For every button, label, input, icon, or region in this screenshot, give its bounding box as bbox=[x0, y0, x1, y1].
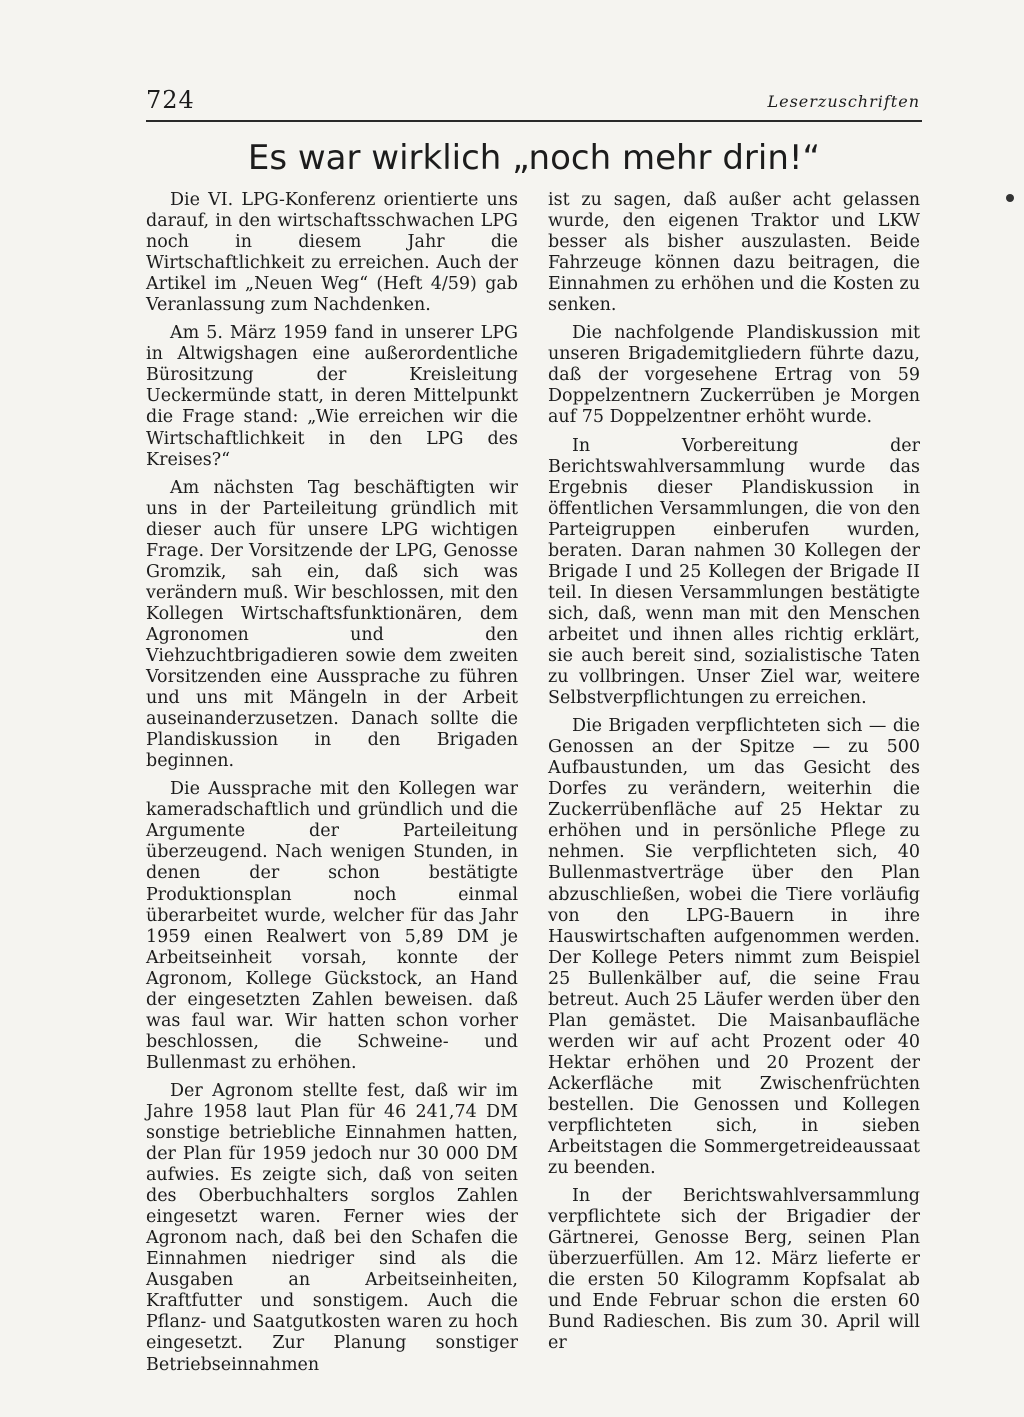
paragraph: Die Brigaden verpflichteten sich — die Genossen an der Spitze — zu 500 Aufbaustunden, um das Gesicht des Dorfes zu verändern, weiterhin die Zuckerrübenfläche auf 25 Hektar zu erhöhen und in persönliche Pflege zu nehmen. Sie verpflichteten sich, 40 Bullenmastverträge über den Plan abzuschließen, wobei die Tiere vorläufig von den LPG-Bauern in ihre Hauswirtschaften aufgenommen werden. Der Kollege Peters nimmt zum Beispiel 25 Bullenkälber auf, die seine Frau betreut. Auch 25 Läufer werden über den Plan gemästet. Die Maisanbaufläche werden wir auf acht Prozent oder 40 Hektar erhöhen und 20 Prozent der Ackerfläche mit Zwischenfrüchten bestellen. Die Genossen und Kollegen verpflichteten sich, in sieben Arbeitstagen die Sommergetreideaussaat zu beenden. bbox=[548, 716, 920, 1179]
paragraph: Der Agronom stellte fest, daß wir im Jahre 1958 laut Plan für 46 241,74 DM sonstige betriebliche Einnahmen hatten, der Plan für 1959 jedoch nur 30 000 DM aufwies. Es zeigte sich, daß von seiten des Oberbuchhalters sorglos Zahlen eingesetzt waren. Ferner wies der Agronom nach, daß bei den Schafen die Einnahmen niedriger sind als die Ausgaben an Arbeitseinheiten, Kraftfutter und sonstigem. Auch die Pflanz- und Saatgutkosten waren zu hoch eingesetzt. Zur Planung sonstiger Betriebseinnahmen bbox=[146, 1080, 518, 1375]
page-number: 724 bbox=[146, 86, 195, 114]
paragraph: Die VI. LPG-Konferenz orientierte uns darauf, in den wirtschaftsschwachen LPG noch in diesem Jahr die Wirtschaftlichkeit zu erreichen. Auch der Artikel im „Neuen Weg“ (Heft 4/59) gab Veranlassung zum Nachdenken. bbox=[146, 190, 518, 316]
ink-speck bbox=[1006, 194, 1014, 202]
paragraph: ist zu sagen, daß außer acht gelassen wurde, den eigenen Traktor und LKW besser als bisher auszulasten. Beide Fahrzeuge können dazu beitragen, die Einnahmen zu erhöhen und die Kosten zu senken. bbox=[548, 190, 920, 316]
paragraph: In der Berichtswahlversammlung verpflichtete sich der Brigadier der Gärtnerei, Genosse Berg, seinen Plan überzuerfüllen. Am 12. März lieferte er die ersten 50 Kilogramm Kopfsalat ab und Ende Februar schon die ersten 60 Bund Radieschen. Bis zum 30. April will er bbox=[548, 1186, 920, 1354]
article-title: Es war wirklich „noch mehr drin!“ bbox=[247, 138, 821, 178]
left-column bbox=[146, 190, 518, 1383]
paragraph: Am 5. März 1959 fand in unserer LPG in Altwigshagen eine außerordentliche Bürositzung der Kreisleitung Ueckermünde statt, in deren Mittelpunkt die Frage stand: „Wie erreichen wir die Wirtschaftlichkeit in den LPG des Kreises?“ bbox=[146, 323, 518, 470]
paragraph: Am nächsten Tag beschäftigten wir uns in der Parteileitung gründlich mit dieser auch für unsere LPG wichtigen Frage. Der Vorsitzende der LPG, Genosse Gromzik, sah ein, daß sich was verändern muß. Wir beschlossen, mit den Kollegen Wirtschaftsfunktionären, dem Agronomen und den Viehzuchtbrigadieren sowie dem zweiten Vorsitzenden eine Aussprache zu führen und uns mit Mängeln in der Arbeit auseinanderzusetzen. Danach sollte die Plandiskussion in den Brigaden beginnen. bbox=[146, 477, 518, 772]
page-header bbox=[146, 80, 922, 124]
right-column bbox=[548, 190, 920, 1362]
paragraph: Die nachfolgende Plandiskussion mit unseren Brigademitgliedern führte dazu, daß der vorgesehene Ertrag von 59 Doppelzentnern Zuckerrüben je Morgen auf 75 Doppelzentner erhöht wurde. bbox=[548, 323, 920, 428]
running-head: Leserzuschriften bbox=[767, 92, 920, 111]
paragraph: Die Aussprache mit den Kollegen war kameradschaftlich und gründlich und die Argumente der Parteileitung überzeugend. Nach wenigen Stunden, in denen der schon bestätigte Produktionsplan noch einmal überarbeitet wurde, welcher für das Jahr 1959 einen Realwert von 5,89 DM je Arbeitseinheit vorsah, konnte der Agronom, Kollege Gückstock, an Hand der eingesetzten Zahlen beweisen. daß was faul war. Wir hatten schon vorher beschlossen, die Schweine- und Bullenmast zu erhöhen. bbox=[146, 779, 518, 1073]
paragraph: In Vorbereitung der Berichtswahlversammlung wurde das Ergebnis dieser Plandiskussion in öffentlichen Versammlungen, die von den Parteigruppen einberufen wurden, beraten. Daran nahmen 30 Kollegen der Brigade I und 25 Kollegen der Brigade II teil. In diesen Versammlungen bestätigte sich, daß, wenn man mit den Menschen arbeitet und ihnen alles richtig erklärt, sie auch bereit sind, sozialistische Taten zu vollbringen. Unser Ziel war, weitere Selbstverpflichtungen zu erreichen. bbox=[548, 435, 920, 709]
header-rule bbox=[146, 120, 922, 122]
